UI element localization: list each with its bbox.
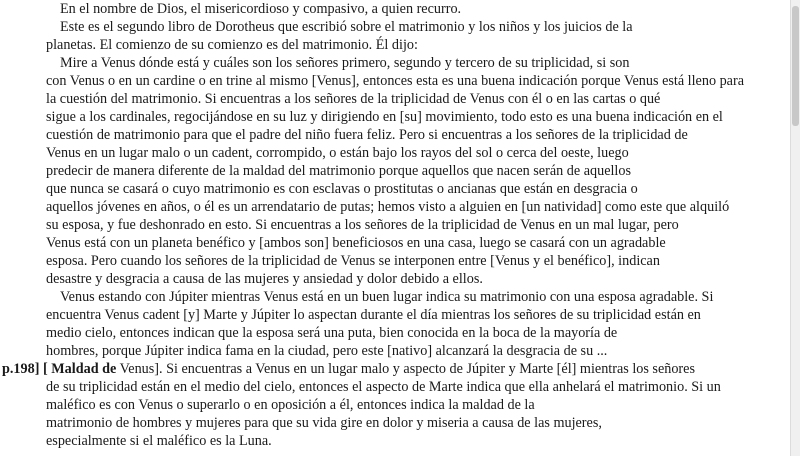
bracket-open: [ [43,361,48,377]
section-text: Venus]. Si encuentras a Venus en un lugar malo y aspecto de Júpiter y Marte [él] mientras los señores [116,361,695,377]
text-line: matrimonio de hombres y mujeres para que su vida gire en dolor y miseria a causa de las mujeres, [46,415,602,431]
text-line: Venus está con un planeta benéfico y [ambos son] beneficiosos en una casa, luego se casará con un agradable [46,235,666,251]
text-line: planetas. El comienzo de su comienzo es del matrimonio. Él dijo: [46,37,418,53]
text-line: En el nombre de Dios, el misericordioso y compasivo, a quien recurro. [60,1,462,17]
text-line: hombres, porque Júpiter indica fama en la ciudad, pero este [nativo] alcanzará la desgracia de su ... [46,343,608,359]
section-marker-line [2,360,695,378]
text-line: esposa. Pero cuando los señores de la triplicidad de Venus se interponen entre [Venus y el benéfico], indican [46,253,660,269]
text-line: sigue a los cardinales, regocijándose en su luz y dirigiendo en [su] movimiento, todo esto es una buena indicación en el [46,109,723,125]
text-line: aquellos jóvenes en años, o él es un arrendatario de putas; hemos visto a alguien en [un natividad] como este que alquiló [46,199,730,215]
text-line: que nunca se casará o cuyo matrimonio es con esclavas o prostitutas o ancianas que están en desgracia o [46,181,638,197]
text-line: encuentra Venus cadent [y] Marte y Júpiter lo aspectan durante el día mientras los señores de su triplicidad están en [46,307,701,323]
text-line: predecir de manera diferente de la maldad del matrimonio porque aquellos que nacen serán de aquellos [46,163,631,179]
page-reference: p.198] [2,361,40,377]
text-line: Venus en un lugar malo o un cadent, corrompido, o están bajo los rayos del sol o cerca del oeste, luego [46,145,629,161]
text-line: medio cielo, entonces indican que la esposa será una puta, bien conocida en la boca de la mayoría de [46,325,618,341]
text-line: cuestión de matrimonio para que el padre del niño fuera feliz. Pero si encuentras a los señores de la triplicidad de [46,127,688,143]
section-heading: Maldad de [51,361,117,377]
text-line: de su triplicidad están en el medio del cielo, entonces el aspecto de Marte indica que ella anhelará el matrimonio. Si un [46,379,721,395]
text-line: Mire a Venus dónde está y cuáles son los señores primero, segundo y tercero de su triplicidad, si son [60,55,630,71]
text-line: Este es el segundo libro de Dorotheus que escribió sobre el matrimonio y los niños y los juicios de la [60,19,633,35]
text-line: con Venus o en un cardine o en trine al mismo [Venus], entonces esta es una buena indicación porque Venus está lleno para [46,73,744,89]
text-line: maléfico es con Venus o superarlo o en oposición a él, entonces indica la maldad de la [46,397,535,413]
scrollbar-thumb[interactable] [792,6,799,126]
text-line: especialmente si el maléfico es la Luna. [46,433,272,449]
text-line: desastre y desgracia a causa de las mujeres y ansiedad y dolor debido a ellos. [46,271,483,287]
text-line: la cuestión del matrimonio. Si encuentras a los señores de la triplicidad de Venus con él o en las cartas o qué [46,91,661,107]
vertical-scrollbar[interactable] [790,0,800,456]
text-line: su esposa, y fue deshonrado en esto. Si encuentras a los señores de la triplicidad de Venus en un mal lugar, pero [46,217,679,233]
text-line: Venus estando con Júpiter mientras Venus está en un buen lugar indica su matrimonio con una esposa agradable. Si [60,289,714,305]
